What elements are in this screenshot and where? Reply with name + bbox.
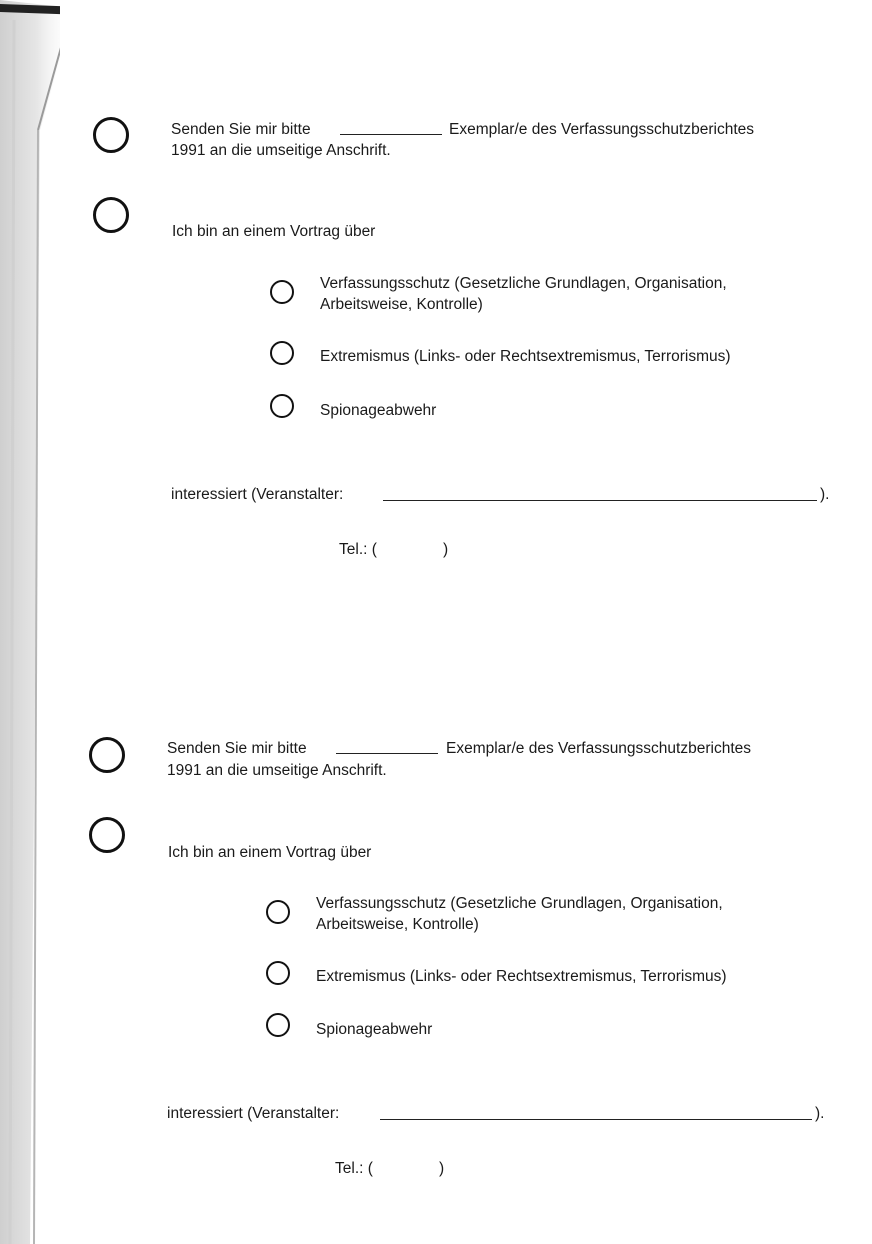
- topic-checkbox-extremismus[interactable]: [266, 961, 290, 985]
- order-text-prefix: Senden Sie mir bitte: [171, 121, 311, 138]
- tel-label: Tel.: (: [339, 541, 377, 558]
- lecture-intro: Ich bin an einem Vortrag über: [168, 844, 372, 861]
- topic-label-verfassungsschutz-line2: Arbeitsweise, Kontrolle): [316, 916, 479, 933]
- topic-checkbox-verfassungsschutz[interactable]: [270, 280, 294, 304]
- topic-checkbox-spionageabwehr[interactable]: [270, 394, 294, 418]
- copies-count-field[interactable]: [340, 134, 442, 135]
- topic-checkbox-spionageabwehr[interactable]: [266, 1013, 290, 1037]
- copies-count-field[interactable]: [336, 753, 438, 754]
- topic-checkbox-extremismus[interactable]: [270, 341, 294, 365]
- topic-label-spionageabwehr: Spionageabwehr: [320, 402, 437, 419]
- tel-label: Tel.: (: [335, 1160, 373, 1177]
- organizer-label: interessiert (Veranstalter:: [171, 486, 344, 503]
- organizer-field[interactable]: [383, 500, 817, 501]
- topic-label-verfassungsschutz-line2: Arbeitsweise, Kontrolle): [320, 296, 483, 313]
- organizer-close: ).: [815, 1105, 825, 1122]
- order-text-suffix: Exemplar/e des Verfassungsschutzberichtes: [449, 121, 754, 138]
- lecture-interest-checkbox[interactable]: [89, 817, 125, 853]
- order-text-line2: 1991 an die umseitige Anschrift.: [171, 142, 391, 159]
- tel-close: ): [443, 541, 449, 558]
- order-text-line2: 1991 an die umseitige Anschrift.: [167, 762, 387, 779]
- topic-checkbox-verfassungsschutz[interactable]: [266, 900, 290, 924]
- tel-close: ): [439, 1160, 445, 1177]
- page-edge-shadow: [0, 0, 60, 1244]
- topic-label-extremismus: Extremismus (Links- oder Rechtsextremismus, Terrorismus): [316, 968, 727, 985]
- organizer-close: ).: [820, 486, 830, 503]
- lecture-intro: Ich bin an einem Vortrag über: [172, 223, 376, 240]
- organizer-label: interessiert (Veranstalter:: [167, 1105, 340, 1122]
- organizer-field[interactable]: [380, 1119, 812, 1120]
- topic-label-verfassungsschutz: Verfassungsschutz (Gesetzliche Grundlagen, Organisation,: [320, 275, 727, 292]
- topic-label-extremismus: Extremismus (Links- oder Rechtsextremismus, Terrorismus): [320, 348, 731, 365]
- lecture-interest-checkbox[interactable]: [93, 197, 129, 233]
- order-text-prefix: Senden Sie mir bitte: [167, 740, 307, 757]
- order-text-suffix: Exemplar/e des Verfassungsschutzberichtes: [446, 740, 751, 757]
- topic-label-spionageabwehr: Spionageabwehr: [316, 1021, 433, 1038]
- topic-label-verfassungsschutz: Verfassungsschutz (Gesetzliche Grundlagen, Organisation,: [316, 895, 723, 912]
- order-report-checkbox[interactable]: [93, 117, 129, 153]
- order-report-checkbox[interactable]: [89, 737, 125, 773]
